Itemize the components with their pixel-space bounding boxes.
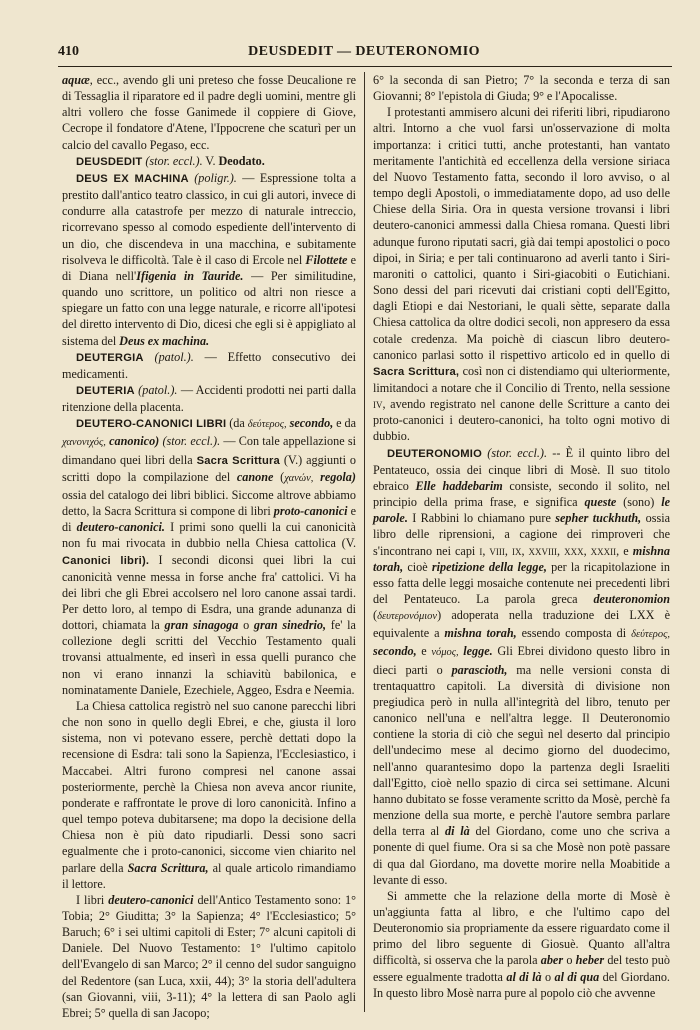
paragraph-continuation: 6° la seconda di san Pietro; 7° la seconda e terza di san Giovanni; 8° l'epistola di Giuda; 9° e l'Apocalisse. <box>373 73 670 104</box>
entry-deusdedit: DEUSDEDIT (stor. eccl.). V. Deodato. <box>76 153 265 168</box>
paragraph-morte-mose: Si ammette che la relazione della morte di Mosè è un'aggiunta fatta al libro, e che l'ultimo capo del Deuteronomio sia propriamente da essere riguardato come il primo del libro seguente di Giosuè. Quanto all'altra difficoltà, si osserva che la parola aber o heber del testo può essere egualmente tradotta al di là o al di qua del Giordano. In questo libro Mosè narra pure al popolo ciò che avvenne <box>373 888 670 1000</box>
paragraph-libri: I libri deutero-canonici dell'Antico Testamento sono: 1° Tobia; 2° Giuditta; 3° la Sapienza; 4° l'Ecclesiastico; 5° Baruch; 6° i sei ultimi capitoli di Ester; 7° alcuni capitoli di Daniele. Del Nuovo Testamento: 1° l'ultimo capitolo dell'Evangelo di san Marco; 2° il cenno del sudor sanguigno del Redentore (san Luca, xxii, 44); 3° la storia dell'adultera (san Giovanni, viii, 3-11); 4° la lettera di san Paolo agli Ebrei; 5° quella di san Jacopo; <box>62 892 356 1020</box>
paragraph-protestanti: I protestanti ammisero alcuni dei riferiti libri, ripudiarono altri. Intorno a che vuol farsi un'osservazione di molta importanza: i critici tutti, anche protestanti, han vantato meritamente l'antichità ed eccellenza della versione siriaca del Nuovo Testamento fatta, secondo il loro avviso, o al tempo degli Apostoli, o immediatamente dopo, ad uso delle Chiese della Siria. Ora in questa versione trovansi i libri deutero-canonici ammessi dalla Chiesa romana. Questi libri adunque furono riputati sacri, già dai tempi apostolici o poco dipoi, in Siria; e per tali continuarono ad averli tanto i Siri-maroniti o cattolici, quanto i Siri-giacobiti o Eutichiani. Sono dessi del pari ricevuti dai cristiani copti dell'Egitto, dagli Etiopi e dai Nestoriani, le quali sètte, separate dalla Chiesa cattolica da oltre dodici secoli, non appresero da essa cotale credenza. Ma poichè di ciascun libro deutero-canonico parlasi sotto il rispettivo articolo ed in quello di Sacra Scrittura, così non ci distendiamo qui ulteriormente, limitandoci a notare che il Concilio di Trento, nella sessione iv, avendo registrato nel canone delle Scritture a canto dei proto-canonici i deutero-canonici, ha tolto ogni motivo di dubbio. <box>373 105 670 444</box>
left-column <box>62 72 356 1021</box>
paragraph-chiesa-cattolica: La Chiesa cattolica registrò nel suo canone parecchi libri che non sono in quello degli Ebrei, e che, giusta il loro sistema, non vi potevano essere, perchè dettati dopo la recensione di Esdra: tali sono la Sapienza, l'Ecclesiastico, i Maccabei. Altri furono compresi nel canone assai posteriormente, perchè la Chiesa non aveva ancor riunite, ponderate e raffrontate le prove di loro canonicità. Infino a quel tempo poteva dubitarsene; ma dopo la decisione della Chiesa non è più dato ripudiarli. Dessi sono sacri egualmente che i proto-canonici, siccome vien chiarito nel parlare della Sacra Scrittura, al quale articolo rimandiamo il lettore. <box>62 698 357 891</box>
entry-deutero-canonici: DEUTERO-CANONICI LIBRI (da δεύτερος, secondo, e da χανονιχός, canonico) (stor. eccl.). — Con tale appellazione si dimandano quei libri della Sacra Scrittura (V.) aggiunti o scritti dopo la compilazione del canone (χανών, regola) ossia del catalogo dei libri biblici. Siccome altrove abbiamo detto, la Sacra Scrittura si compone di libri proto-canonici e di deutero-canonici. I primi sono quelli la cui canonicità non fu mai rivocata in dubbio nella Chiesa cattolica (V. Canonici libri). I secondi diconsi quei libri la cui canonicità venne messa in forse anche fra' cattolici. Vi ha dei libri che gli Ebrei accolsero nel loro canone assai tardi. Per detto loro, al tempo di Esdra, una grande adunanza di dottori, chiamata la gran sinagoga o gran sinedrio, fe' la collezione degli scritti del Vecchio Testamento quali trovansi attualmente, ed inserì in essa quelli puranco che non vi erano innanzi la schiavitù babilonica, e nominatamente Daniele, Ezechiele, Aggeo, Esdra e Neemia. <box>62 416 356 697</box>
running-title: DEUSDEDIT — DEUTERONOMIO <box>248 44 480 59</box>
entry-deuteria: DEUTERIA (patol.). — Accidenti prodotti nei parti dalla ritenzione della placenta. <box>62 382 357 415</box>
entry-continuation: aquæ, ecc., avendo gli uni preteso che fosse Deucalione re di Tessaglia il riparatore ed il padre degli uomini, mentre gli altri vollero che fosse Ganimede il coppiere di Giove, Cecrope il fondatore d'Atene, l'Ippocrene che scaturì per un calcio del cavallo Pegaso, ecc. <box>62 73 356 152</box>
running-header <box>58 44 670 62</box>
column-divider <box>364 72 365 1012</box>
entry-deus-ex-machina: DEUS EX MACHINA (poligr.). — Espressione tolta a prestito dall'antico teatro classico, in cui gli autori, invece di condurre alla catastrofe per mezzo di naturale intreccio, ricorrevano spesso al comodo espediente dell'intervento di un dio, che discendeva in una macchina, e subitamente risolveva le difficoltà. Tale è il caso di Ercole nel Filottete e di Diana nell'Ifigenia in Tauride. — Per similitudine, quando uno scrittore, un politico od altri non riesce a spiegare un fatto con una legge naturale, e ricorre all'ipotesi del diretto intervento di Dio, dicesi che egli si è appigliato al sistema del Deus ex machina. <box>62 170 356 348</box>
right-column <box>373 72 670 1001</box>
entry-deuteronomio: DEUTERONOMIO (stor. eccl.). -- È il quinto libro del Pentateuco, ossia dei cinque libri di Mosè. Il suo titolo ebraico Elle haddebarim consiste, secondo il solito, nel principio della prima frase, e significa queste (sono) le parole. I Rabbini lo chiamano pure sepher tuckhuth, ossia libro delle riprensioni, a cagione dei rimproveri che s'incontrano nei capi i, viii, ix, xxviii, xxx, xxxii, e mishna torah, cioè ripetizione della legge, per la ricapitolazione in esso fatta delle leggi mosaiche contenute nei precedenti libri del Pentateuco. La parola greca deuteronomion (δευτερονόμιον) adoperata nella traduzione dei LXX è equivalente a mishna torah, essendo composta di δεύτερος, secondo, e νόμος, legge. Gli Ebrei dividono questo libro in dieci parti o parascioth, ma nelle versioni consta di trentaquattro capitoli. La diversità di divisione non pregiudica però in nulla all'integrità del libro, tenuto per canonico nell'una e nell'altra legge. Il Deuteronomio contiene la storia di ciò che seguì nel deserto dal principio dell'undecimo mese al decimo giorno del duodecimo, nell'anno quarantesimo dopo la partenza degli Israeliti dall'Egitto, cioè nello spazio di circa sei settimane. Alcuni hanno dubitato se fosse veramente scritto da Mosè, perchè fa menzione della sua morte, e perchè l'autore sembra parlare della terra al di là del Giordano, come uno che scriva a ponente di quel fiume. Ora si sa che Mosè non potè passare di qua dal Giordano, ma dovette morire nella Moabitide a levante di esso. <box>373 445 670 887</box>
page-number: 410 <box>58 44 79 59</box>
header-rule <box>58 66 672 67</box>
entry-deutergia: DEUTERGIA (patol.). — Effetto consecutivo dei medicamenti. <box>62 349 356 381</box>
